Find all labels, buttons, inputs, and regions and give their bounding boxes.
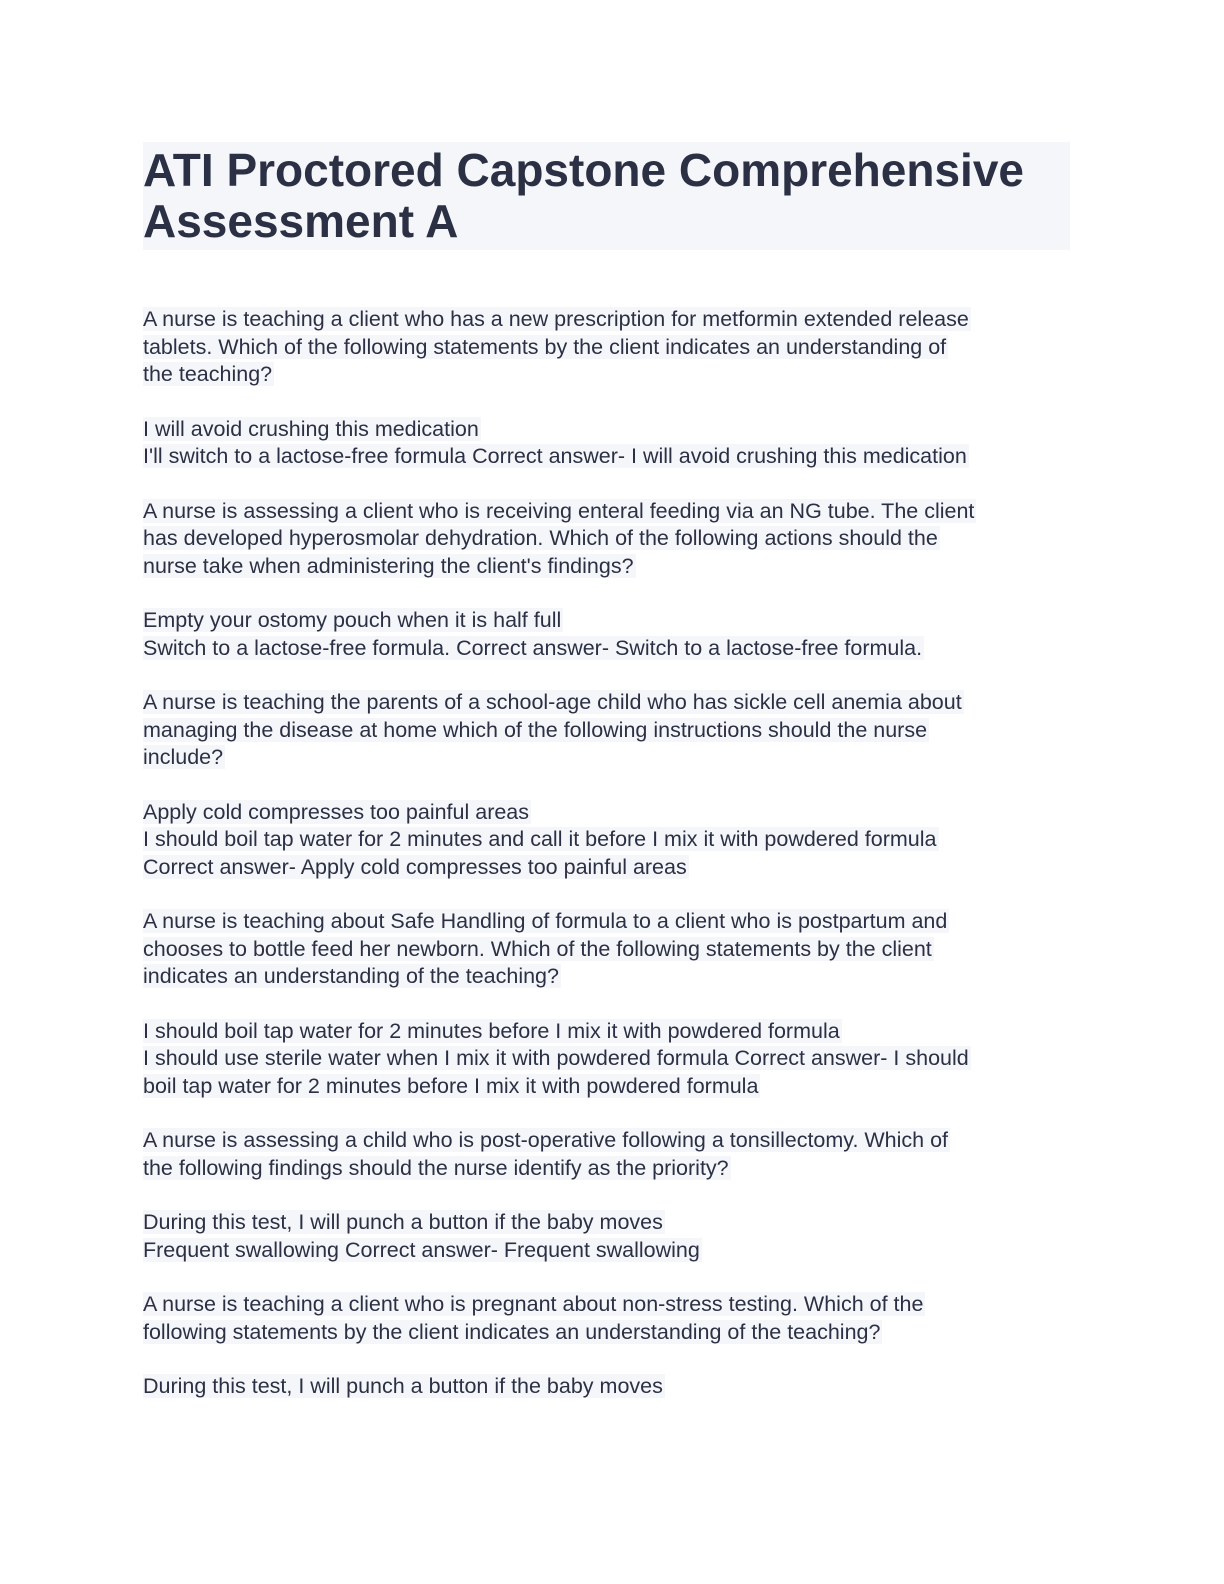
title-line: Assessment A [143, 195, 459, 247]
text-line [143, 826, 1073, 854]
text-line [143, 525, 1073, 553]
answer-paragraph [143, 607, 1073, 662]
text-line [143, 306, 1073, 334]
text-line [143, 1291, 1073, 1319]
text-line-content: Empty your ostomy pouch when it is half full [143, 608, 562, 632]
text-line-content: A nurse is teaching the parents of a school-age child who has sickle cell anemia about [143, 690, 962, 714]
text-line-content: tablets. Which of the following statements by the client indicates an understanding of [143, 334, 947, 359]
text-line-content: the following findings should the nurse identify as the priority? [143, 1155, 729, 1180]
text-line-content: A nurse is teaching a client who is pregnant about non-stress testing. Which of the [143, 1292, 924, 1316]
text-line [143, 607, 1073, 635]
question-paragraph [143, 498, 1073, 581]
text-line-content: boil tap water for 2 minutes before I mix it with powdered formula [143, 1073, 759, 1098]
text-line [143, 1319, 1073, 1347]
text-line [143, 1155, 1073, 1183]
text-line-content: the teaching? [143, 362, 273, 386]
answer-paragraph [143, 1209, 1073, 1264]
text-line [143, 443, 1073, 471]
question-paragraph [143, 908, 1073, 991]
text-line-content: nurse take when administering the client's findings? [143, 553, 634, 578]
text-line [143, 361, 1073, 389]
text-line-content: has developed hyperosmolar dehydration. Which of the following actions should the [143, 526, 938, 550]
text-line-content: A nurse is assessing a client who is receiving enteral feeding via an NG tube. The client [143, 498, 975, 523]
question-paragraph [143, 689, 1073, 772]
text-line [143, 963, 1073, 991]
text-line-content: Apply cold compresses too painful areas [143, 799, 530, 824]
text-line [143, 635, 1073, 663]
text-line-content: Frequent swallowing Correct answer- Frequent swallowing [143, 1237, 700, 1262]
text-line-content: A nurse is assessing a child who is post-operative following a tonsillectomy. Which of [143, 1128, 949, 1152]
text-line [143, 553, 1073, 581]
question-paragraph [143, 1127, 1073, 1182]
answer-paragraph [143, 799, 1073, 882]
answer-paragraph [143, 1018, 1073, 1101]
text-line-content: A nurse is teaching a client who has a new prescription for metformin extended release [143, 307, 969, 331]
question-paragraph [143, 306, 1073, 389]
text-line [143, 717, 1073, 745]
text-line-content: Switch to a lactose-free formula. Correct answer- Switch to a lactose-free formula. [143, 635, 923, 660]
text-line-content: A nurse is teaching about Safe Handling of formula to a client who is postpartum and [143, 909, 948, 933]
text-line-content: I'll switch to a lactose-free formula Correct answer- I will avoid crushing this medication [143, 444, 967, 468]
text-line-content: I will avoid crushing this medication [143, 416, 479, 441]
text-line [143, 1018, 1073, 1046]
text-line [143, 1373, 1073, 1401]
text-line [143, 1045, 1073, 1073]
text-line [143, 689, 1073, 717]
text-line [143, 908, 1073, 936]
text-line-content: managing the disease at home which of the following instructions should the nurse [143, 717, 928, 742]
title-line: ATI Proctored Capstone Comprehensive [143, 144, 1024, 196]
title-box [143, 142, 1070, 250]
text-line-content: chooses to bottle feed her newborn. Which of the following statements by the client [143, 936, 932, 961]
document-page [143, 142, 1073, 1428]
text-line [143, 1073, 1073, 1101]
text-line-content: I should boil tap water for 2 minutes and call it before I mix it with powdered formula [143, 827, 937, 851]
text-line [143, 334, 1073, 362]
text-line-content: I should boil tap water for 2 minutes before I mix it with powdered formula [143, 1018, 840, 1043]
text-line [143, 854, 1073, 882]
text-line [143, 936, 1073, 964]
document-body [143, 306, 1073, 1401]
text-line-content: following statements by the client indicates an understanding of the teaching? [143, 1319, 881, 1344]
text-line [143, 1127, 1073, 1155]
text-line [143, 1237, 1073, 1265]
text-line-content: During this test, I will punch a button if the baby moves [143, 1374, 663, 1398]
text-line [143, 498, 1073, 526]
text-line-content: Correct answer- Apply cold compresses too painful areas [143, 854, 687, 879]
text-line [143, 744, 1073, 772]
answer-paragraph [143, 1373, 1073, 1401]
text-line-content: include? [143, 745, 224, 769]
document-title [143, 142, 1070, 250]
text-line [143, 416, 1073, 444]
text-line-content: I should use sterile water when I mix it with powdered formula Correct answer- I should [143, 1046, 969, 1070]
question-paragraph [143, 1291, 1073, 1346]
text-line-content: indicates an understanding of the teaching? [143, 964, 559, 988]
answer-paragraph [143, 416, 1073, 471]
text-line [143, 799, 1073, 827]
text-line-content: During this test, I will punch a button if the baby moves [143, 1210, 663, 1234]
text-line [143, 1209, 1073, 1237]
